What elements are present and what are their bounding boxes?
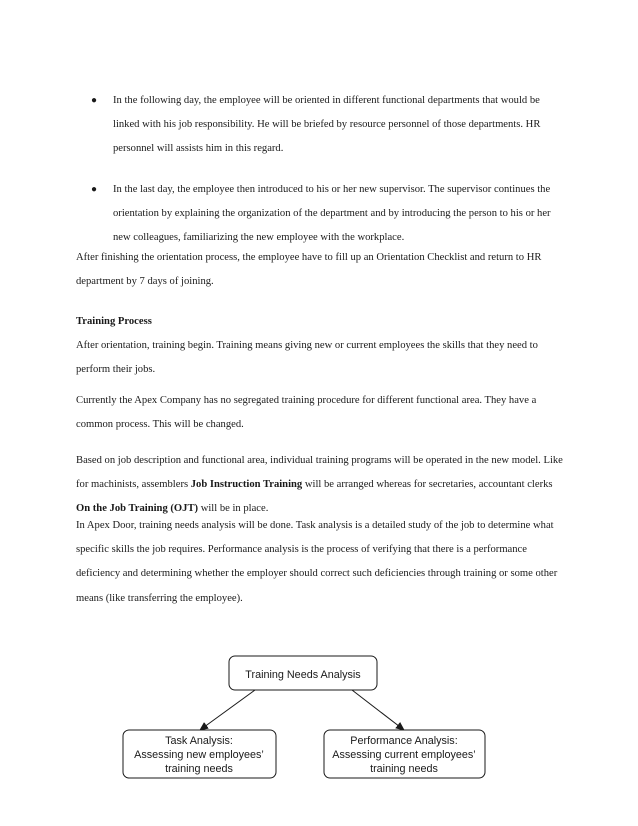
bullet-text: In the following day, the employee will be oriented in different functional departments that would be linked with his job responsibility. He will be briefed by resource personnel of those departments. HR personnel will assists him in this regard. <box>113 95 541 155</box>
task-analysis-line: training needs <box>165 763 233 775</box>
new-model-text: Based on job description and functional area, individual training programs will be operated in the new model. Like for machinists, assemblers <box>76 455 563 491</box>
new-model-text: will be in place. <box>198 503 269 515</box>
arrow-right <box>352 690 404 730</box>
task-analysis-line: Task Analysis: <box>165 735 233 747</box>
performance-analysis-line: training needs <box>370 763 438 775</box>
task-analysis-line: Assessing new employees’ <box>134 749 264 761</box>
needs-analysis-paragraph: In Apex Door, training needs analysis will be done. Task analysis is a detailed study of the job to determine what specific skills the job requires. Performance analysis is the process of verifying that there is a performance deficiency and determining whether the employer should correct such deficiencies through training or some other means (like transferring the employee). <box>76 520 558 604</box>
bullet-text: In the last day, the employee then introduced to his or her new supervisor. The supervisor continues the orientation by explaining the organization of the department and by introducing the person to his or her new colleagues, familiarizing the new employee with the workplace. <box>113 183 551 244</box>
orientation-checklist-paragraph: After finishing the orientation process, the employee have to fill up an Orientation Checklist and return to HR department by 7 days of joining. <box>76 252 542 288</box>
performance-analysis-line: Assessing current employees’ <box>332 749 476 761</box>
ojt-label: On the Job Training (OJT) <box>76 503 199 515</box>
bullet-icon: ● <box>91 183 98 195</box>
new-model-text: will be arranged whereas for secretaries, accountant clerks <box>302 479 553 491</box>
root-node-label: Training Needs Analysis <box>245 669 361 681</box>
apex-current-paragraph: Currently the Apex Company has no segregated training procedure for different functional area. They have a common process. This will be changed. <box>76 395 537 431</box>
arrow-left <box>200 690 255 730</box>
bullet-icon: ● <box>91 95 98 106</box>
section-heading: Training Process <box>76 316 152 327</box>
performance-analysis-line: Performance Analysis: <box>350 735 458 747</box>
training-intro-paragraph: After orientation, training begin. Training means giving new or current employees the skills that they need to perform their jobs. <box>76 340 538 376</box>
jit-label: Job Instruction Training <box>190 479 303 491</box>
